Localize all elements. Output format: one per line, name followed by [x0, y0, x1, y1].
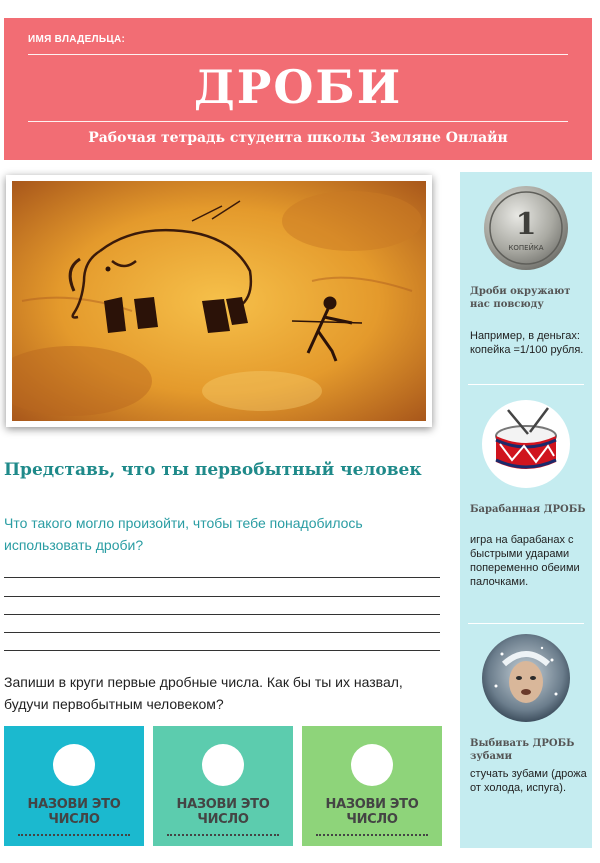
- coin-label: КОПЕЙКА: [508, 244, 544, 252]
- sidebar-item-3-text: стучать зубами (дрожа от холода, испуга).: [470, 768, 587, 794]
- name-number-card-1: [4, 726, 144, 846]
- question-heading: Представь, что ты первобытный человек: [4, 460, 422, 480]
- name-number-card-3: [302, 726, 442, 846]
- answer-line[interactable]: [4, 596, 440, 597]
- answer-circle-1[interactable]: [53, 744, 95, 786]
- card-label: НАЗОВИ ЭТО ЧИСЛО: [27, 797, 121, 827]
- answer-line[interactable]: [4, 632, 440, 633]
- card-label: НАЗОВИ ЭТО ЧИСЛО: [325, 797, 419, 827]
- sidebar-divider: [468, 623, 584, 624]
- answer-line[interactable]: [4, 577, 440, 578]
- answer-dotted-line-2[interactable]: [167, 834, 279, 836]
- header-banner: [4, 18, 592, 160]
- card-label: НАЗОВИ ЭТО ЧИСЛО: [176, 797, 270, 827]
- owner-name-label: ИМЯ ВЛАДЕЛЬЦА:: [28, 34, 126, 45]
- frozen-person-icon: [482, 634, 570, 727]
- answer-circle-3[interactable]: [351, 744, 393, 786]
- answer-line[interactable]: [4, 650, 440, 651]
- sidebar-item-3-title: Выбивать ДРОБЬ зубами: [470, 738, 575, 762]
- kopeck-coin-icon: [482, 184, 570, 277]
- answer-line[interactable]: [4, 614, 440, 615]
- answer-circle-2[interactable]: [202, 744, 244, 786]
- sidebar-item-2-title: Барабанная ДРОБЬ: [470, 504, 586, 515]
- page-subtitle: Рабочая тетрадь студента школы Земляне Онлайн: [88, 130, 508, 146]
- sidebar: [460, 172, 592, 848]
- drum-icon: [482, 400, 570, 493]
- cave-painting-image: [12, 181, 426, 421]
- header-divider-top: [28, 54, 568, 55]
- sidebar-divider: [468, 384, 584, 385]
- coin-value: 1: [515, 207, 537, 242]
- header-divider-bottom: [28, 121, 568, 122]
- sidebar-item-2-text: игра на барабанах с быстрыми ударами попеременно обеими палочками.: [470, 534, 580, 588]
- question-prompt: Что такого могло произойти, чтобы тебе понадобилось использовать дроби?: [4, 515, 363, 553]
- photo-frame: [6, 175, 432, 427]
- sidebar-item-1-text: Например, в деньгах: копейка =1/100 рубля.: [470, 330, 584, 356]
- task-instruction: Запиши в круги первые дробные числа. Как бы ты их назвал, будучи первобытным человеком?: [4, 674, 403, 712]
- sidebar-item-1-title: Дроби окружают нас повсюду: [470, 286, 571, 310]
- answer-dotted-line-3[interactable]: [316, 834, 428, 836]
- page-title: ДРОБИ: [193, 60, 403, 114]
- name-number-card-2: [153, 726, 293, 846]
- answer-dotted-line-1[interactable]: [18, 834, 130, 836]
